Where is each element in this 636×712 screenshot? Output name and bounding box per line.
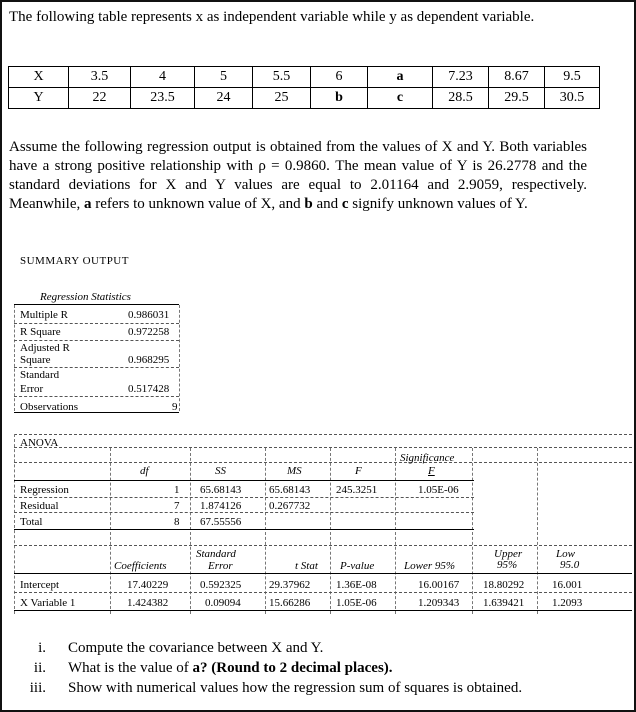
anova-header-ms: MS [287, 465, 302, 477]
var-a: a [83, 196, 92, 212]
anova-row-residual-ss: 1.874126 [200, 500, 242, 512]
observations-value: 9 [172, 401, 178, 413]
question-3-number: iii. [29, 680, 46, 696]
anova-row-total-ss: 67.55556 [200, 516, 242, 528]
anova-title: ANOVA [20, 437, 59, 449]
anova-row-regression-ms: 65.68143 [269, 484, 311, 496]
x-row-cell-2: 4 [131, 67, 195, 88]
anova-row-regression-sigf: 1.05E-06 [418, 484, 459, 496]
anova-row-residual-df: 7 [174, 500, 180, 512]
assumption-and: and [316, 196, 339, 212]
y-row-cell-7: 28.5 [433, 88, 489, 109]
anova-header-f: F [355, 465, 362, 477]
y-row-cell-8: 29.5 [489, 88, 545, 109]
x-row-cell-5: 6 [311, 67, 368, 88]
coef-header-pvalue: P-value [340, 560, 375, 572]
coef-row-intercept-lower: 16.00167 [418, 579, 460, 591]
x-row-cell-3: 5 [195, 67, 253, 88]
observations-label: Observations [20, 401, 79, 413]
coef-row-x-lower: 1.209343 [418, 597, 460, 609]
y-row-cell-4: 25 [253, 88, 311, 109]
intro-text: The following table represents x as independent variable while y as dependent variable. [9, 9, 535, 25]
y-row-cell-1: 22 [69, 88, 131, 109]
question-2-plain: What is the value of [68, 660, 189, 676]
coef-row-intercept-label: Intercept [20, 579, 60, 591]
question-2-number: ii. [33, 660, 46, 676]
question-1-number: i. [38, 640, 46, 656]
coef-row-x-upper: 1.639421 [483, 597, 525, 609]
assumption-text-1: Assume the following regression output is obtained from the values of X and Y. Both variables have a strong positive relationship with ρ = 0.9860. The mean value of Y is 26.2778 and the standard deviations for X and Y values are equal to 2.01164 and 2.9059, respectively. Meanwhile, [9, 139, 587, 212]
table-row-y [9, 88, 600, 109]
anova-row-total-label: Total [20, 516, 43, 528]
coef-header-se-1: Standard [196, 548, 236, 560]
coef-row-x-p: 1.05E-06 [336, 597, 377, 609]
coef-row-intercept-t: 29.37962 [269, 579, 311, 591]
x-row-cell-8: 8.67 [489, 67, 545, 88]
coef-header-se-2: Error [208, 560, 233, 572]
adj-r-label-2: Square [20, 354, 51, 366]
question-1-text: Compute the covariance between X and Y. [68, 640, 324, 656]
r-square-value: 0.972258 [128, 326, 170, 338]
y-row-cell-5: b [311, 88, 368, 109]
summary-output-title: SUMMARY OUTPUT [20, 255, 129, 267]
anova-row-total-df: 8 [174, 516, 180, 528]
question-2-bold: a? (Round to 2 decimal places). [192, 660, 393, 676]
x-row-cell-1: 3.5 [69, 67, 131, 88]
y-row-cell-0: Y [9, 88, 69, 109]
table-row-x [9, 67, 600, 88]
anova-header-ss: SS [215, 465, 226, 477]
reg-stats-title: Regression Statistics [40, 291, 131, 303]
anova-row-regression-label: Regression [20, 484, 69, 496]
x-row-cell-6: a [368, 67, 433, 88]
coef-row-intercept-se: 0.592325 [200, 579, 242, 591]
coef-row-intercept-upper: 18.80292 [483, 579, 525, 591]
anova-row-regression-f: 245.3251 [336, 484, 378, 496]
coef-row-x-coef: 1.424382 [127, 597, 169, 609]
x-row-cell-4: 5.5 [253, 67, 311, 88]
y-row-cell-6: c [368, 88, 433, 109]
anova-row-residual-label: Residual [20, 500, 59, 512]
coef-row-intercept-coef: 17.40229 [127, 579, 169, 591]
var-c: c [341, 196, 349, 212]
coef-header-tstat: t Stat [295, 560, 318, 572]
adj-r-label-1: Adjusted R [20, 342, 70, 354]
anova-row-residual-ms: 0.267732 [269, 500, 311, 512]
question-3-text: Show with numerical values how the regression sum of squares is obtained. [68, 680, 523, 696]
std-error-label-2: Error [20, 383, 44, 395]
x-row-cell-9: 9.5 [545, 67, 600, 88]
y-row-cell-2: 23.5 [131, 88, 195, 109]
anova-header-sigf-1: Significance [400, 452, 455, 464]
coef-header-upper-1: Upper [494, 548, 523, 560]
coef-row-x-low: 1.2093 [552, 597, 583, 609]
coef-header-low-2: 95.0 [560, 559, 580, 571]
coef-row-x-se: 0.09094 [205, 597, 241, 609]
r-square-label: R Square [20, 326, 61, 338]
coef-row-intercept-p: 1.36E-08 [336, 579, 377, 591]
multiple-r-label: Multiple R [20, 309, 68, 321]
coef-row-x-label: X Variable 1 [20, 597, 76, 609]
coef-header-low-1: Low [556, 548, 575, 560]
assumption-text-2: refers to unknown value of X, and [95, 196, 301, 212]
y-row-cell-3: 24 [195, 88, 253, 109]
x-row-cell-0: X [9, 67, 69, 88]
x-row-cell-7: 7.23 [433, 67, 489, 88]
std-error-value: 0.517428 [128, 383, 170, 395]
multiple-r-value: 0.986031 [128, 309, 170, 321]
adj-r-value: 0.968295 [128, 354, 170, 366]
anova-row-regression-df: 1 [174, 484, 180, 496]
question-2-text [68, 658, 393, 678]
coef-row-intercept-low: 16.001 [552, 579, 583, 591]
assumption-paragraph [9, 138, 587, 214]
anova-header-df: df [140, 465, 149, 477]
coef-header-lower: Lower 95% [404, 560, 456, 572]
std-error-label-1: Standard [20, 369, 60, 381]
anova-header-sigf-2: F [428, 465, 435, 477]
coef-header-upper-2: 95% [497, 559, 518, 571]
y-row-cell-9: 30.5 [545, 88, 600, 109]
xy-data-table [8, 66, 600, 109]
assumption-text-3: signify unknown values of Y. [352, 196, 528, 212]
coef-row-x-t: 15.66286 [269, 597, 311, 609]
anova-row-regression-ss: 65.68143 [200, 484, 242, 496]
coef-header-coefficients: Coefficients [114, 560, 167, 572]
var-b: b [304, 196, 313, 212]
